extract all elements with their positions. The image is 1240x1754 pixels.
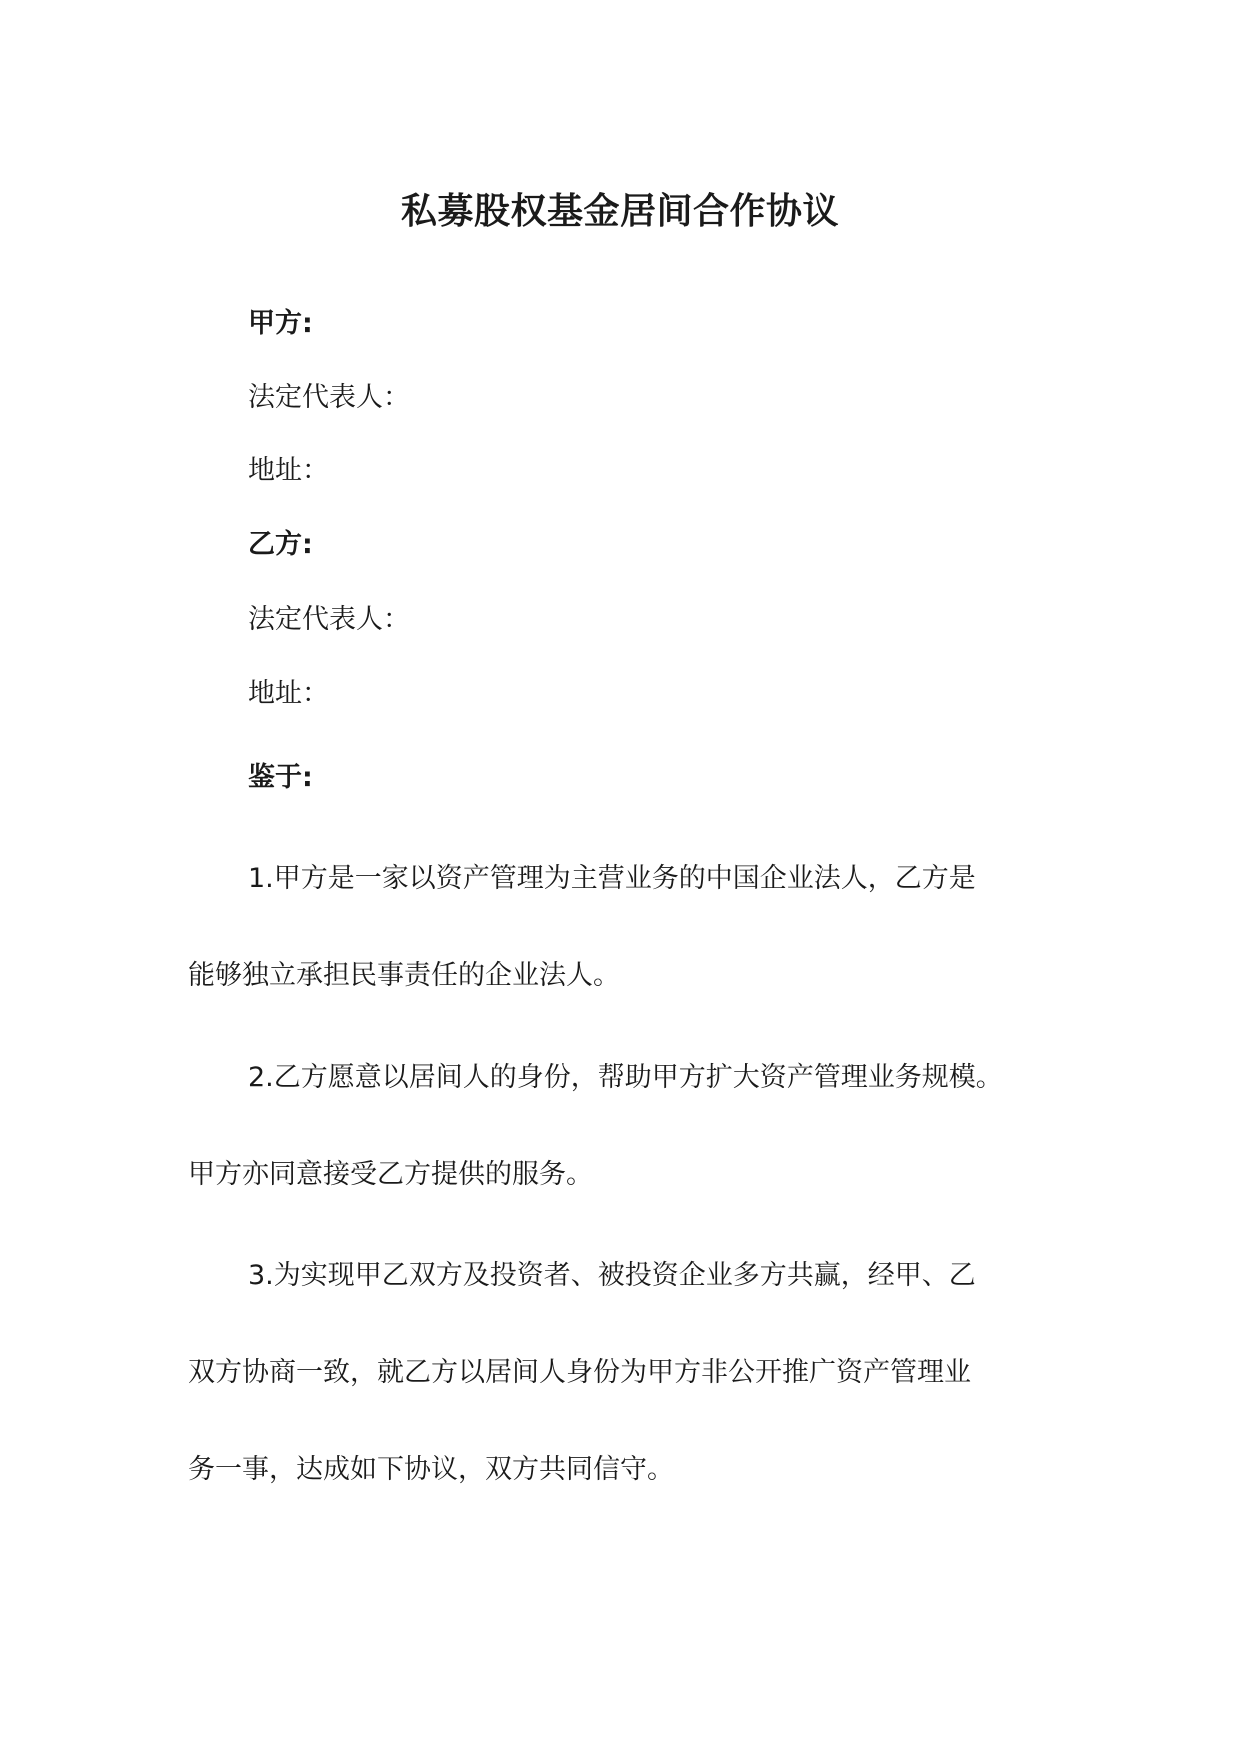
whereas-label: 鉴于:	[248, 762, 313, 793]
party-b-label: 乙方:	[248, 529, 313, 560]
clause-2-line-2: 甲方亦同意接受乙方提供的服务。	[188, 1159, 593, 1190]
party-b-address: 地址：	[248, 678, 329, 709]
clause-1-line-1: 1.甲方是一家以资产管理为主营业务的中国企业法人，乙方是	[248, 863, 976, 894]
party-b-legal-rep: 法定代表人：	[248, 604, 410, 635]
party-a-label: 甲方:	[248, 308, 313, 339]
clause-1-line-2: 能够独立承担民事责任的企业法人。	[188, 960, 620, 991]
clause-3-line-1: 3.为实现甲乙双方及投资者、被投资企业多方共赢，经甲、乙	[248, 1260, 976, 1291]
clause-3-line-2: 双方协商一致，就乙方以居间人身份为甲方非公开推广资产管理业	[188, 1357, 971, 1388]
clause-3-line-3: 务一事，达成如下协议，双方共同信守。	[188, 1454, 674, 1485]
document-title: 私募股权基金居间合作协议	[400, 191, 839, 232]
clause-2-line-1: 2.乙方愿意以居间人的身份，帮助甲方扩大资产管理业务规模。	[248, 1062, 1003, 1093]
party-a-address: 地址：	[248, 455, 329, 486]
party-a-legal-rep: 法定代表人：	[248, 382, 410, 413]
